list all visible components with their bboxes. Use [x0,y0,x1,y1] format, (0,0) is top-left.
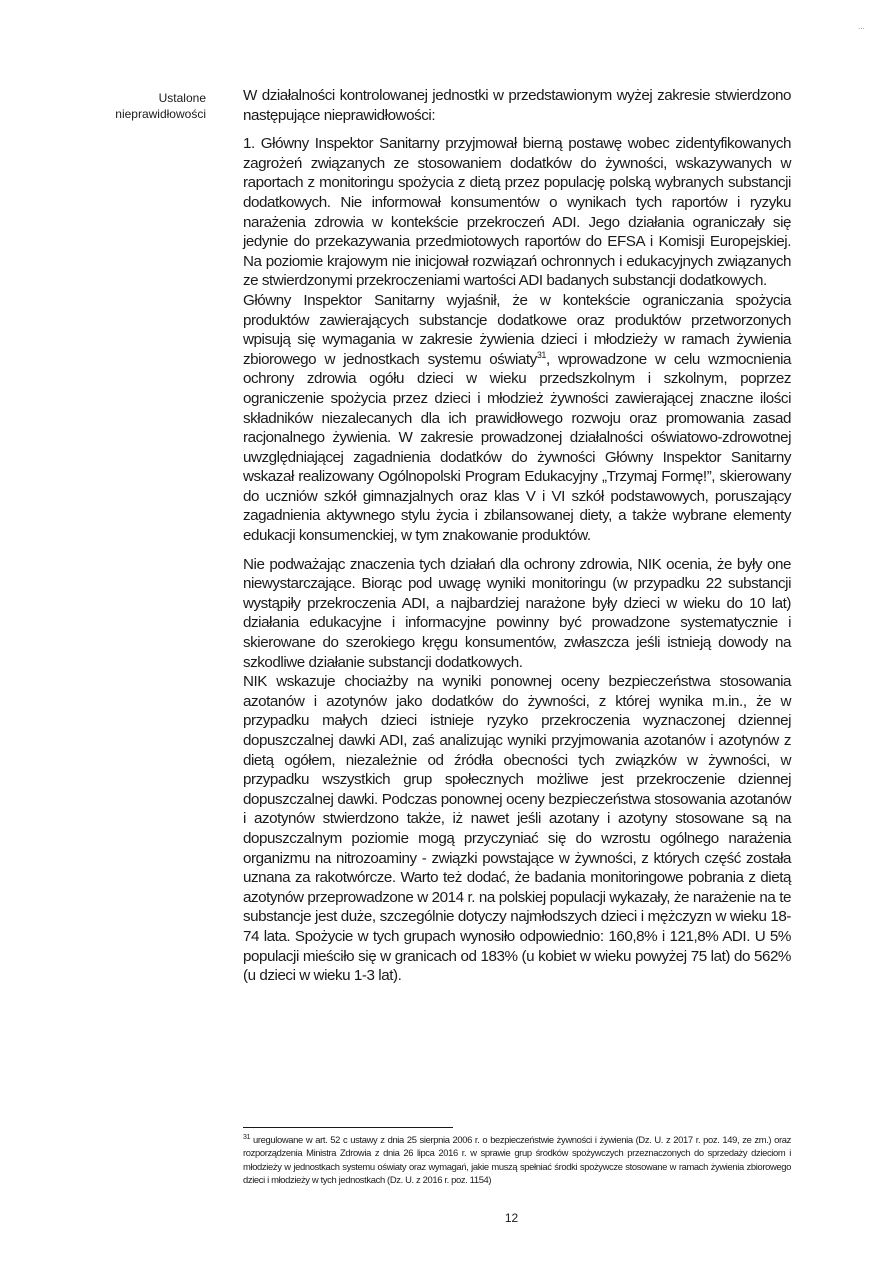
footnote-separator [243,1127,453,1128]
nik-assessment-paragraph: Nie podważając znaczenia tych działań dla ochrony zdrowia, NIK ocenia, że były one niewystarczające. Biorąc pod uwagę wyniki monitoringu (w przypadku 22 substancji wystąpiły przekroczenia ADI, a najbardziej narażone były dzieci w wieku do 10 lat) działania edukacyjne i informacyjne powinny być prowadzone systematycznie i skierowane do szerokiego kręgu konsumentów, zwłaszcza jeśli istnieją dowody na szkodliwe działanie substancji dodatkowych. [243,555,791,671]
margin-heading-line-2: nieprawidłowości [115,107,206,121]
page-number: 12 [504,1211,519,1225]
footnote-reference[interactable]: 31 [536,349,546,360]
gis-explanation-paragraph [243,291,791,546]
finding-1-paragraph: 1. Główny Inspektor Sanitarny przyjmował bierną postawę wobec zidentyfikowanych zagrożeń związanych ze stosowaniem dodatków do żywności, wskazywanych w raportach z monitoringu spożycia z dietą przez populację polską wybranych substancji dodatkowych. Nie informował konsumentów o wynikach tych raportów i ryzyku narażenia zdrowia w kontekście przekroczeń ADI. Jego działania ograniczały się jedynie do przekazywania przedmiotowych raportów do EFSA i Komisji Europejskiej. Na poziomie krajowym nie inicjował rozwiązań ochronnych i edukacyjnych związanych ze stwierdzonymi przekroczeniami wartości ADI badanych substancji dodatkowych. [243,135,791,290]
footnote [243,1133,791,1187]
gis-explanation-text-end: , wprowadzone w celu wzmocnienia ochrony zdrowia ogółu dzieci w wieku przedszkolnym i szkolnym, poprzez ograniczenie spożycia przez dzieci i młodzież żywności zawierającej znaczne ilości składników niezalecanych dla ich prawidłowego rozwoju oraz promowania zasad racjonalnego żywienia. W zakresie prowadzonej działalności oświatowo-zdrowotnej uwzględniającej zagadnienia dodatków do żywności Główny Inspektor Sanitarny wskazał realizowany Ogólnopolski Program Edukacyjny „Trzymaj Formę!”, skierowany do uczniów szkół gimnazjalnych oraz klas V i VI szkół podstawowych, poruszający zagadnienia aktywnego stylu życia i zbilansowanej diety, a także wybrane elementy edukacji konsumenckiej, w tym znakowanie produktów. [243,350,792,545]
nik-nitrates-paragraph: NIK wskazuje chociażby na wyniki ponownej oceny bezpieczeństwa stosowania azotanów i azotynów jako dodatków do żywności, z której wynika m.in., że w przypadku małych dzieci istnieje ryzyko przekroczenia wyznaczonej dziennej dopuszczalnej dawki ADI, zaś analizując wyniki przyjmowania azotanów i azotynów z dietą ogółem, niezależnie od źródła obecności tych związków w żywności, w przypadku wszystkich grup społecznych możliwe jest przekroczenie dziennej dopuszczalnej dawki. Podczas ponownej oceny bezpieczeństwa stosowania azotanów i azotynów stwierdzono także, iż nawet jeśli azotany i azotyny stosowane są na dopuszczalnym poziomie mogą przyczyniać się do wzrostu ogólnego narażenia organizmu na nitrozoaminy - związki powstające w żywności, z których część została uznana za rakotwórcze. Warto też dodać, że badania monitoringowe pobrania z dietą azotynów przeprowadzone w 2014 r. na polskiej populacji wykazały, że narażenie na te substancje jest duże, szczególnie dotyczy najmłodszych dzieci i mężczyzn w wieku 18-74 lata. Spożycie w tych grupach wynosiło odpowiednio: 160,8% i 121,8% ADI. U 5% populacji mieściło się w granicach od 183% (u kobiet w wieku powyżej 75 lat) do 562% (u dzieci w wieku 1-3 lat). [243,673,791,985]
margin-heading [100,90,206,122]
scan-corner-mark: ... [858,22,865,31]
gis-explanation-text-start: Główny Inspektor Sanitarny wyjaśnił, że w kontekście ograniczania spożycia produktów zawierających substancje dodatkowe oraz produktów przetworzonych wpisują się wymagania w zakresie żywienia dzieci i młodzieży w ramach żywienia zbiorowego w jednostkach systemu oświaty [243,291,791,368]
body-text [243,86,791,986]
footnote-number: 31 [243,1133,251,1141]
intro-paragraph: W działalności kontrolowanej jednostki w przedstawionym wyżej zakresie stwierdzono następujące nieprawidłowości: [243,87,791,124]
footnote-text: uregulowane w art. 52 c ustawy z dnia 25 sierpnia 2006 r. o bezpieczeństwie żywności i żywienia (Dz. U. z 2017 r. poz. 149, ze zm.) oraz rozporządzenia Ministra Zdrowia z dnia 26 lipca 2016 r. w sprawie grup środków spożywczych przeznaczonych do sprzedaży dzieciom i młodzieży w jednostkach systemu oświaty oraz wymagań, jakie muszą spełniać środki spożywcze stosowane w ramach żywienia zbiorowego dzieci i młodzieży w tych jednostkach (Dz. U. z 2016 r. poz. 1154) [243,1134,791,1186]
margin-heading-line-1: Ustalone [158,91,206,105]
